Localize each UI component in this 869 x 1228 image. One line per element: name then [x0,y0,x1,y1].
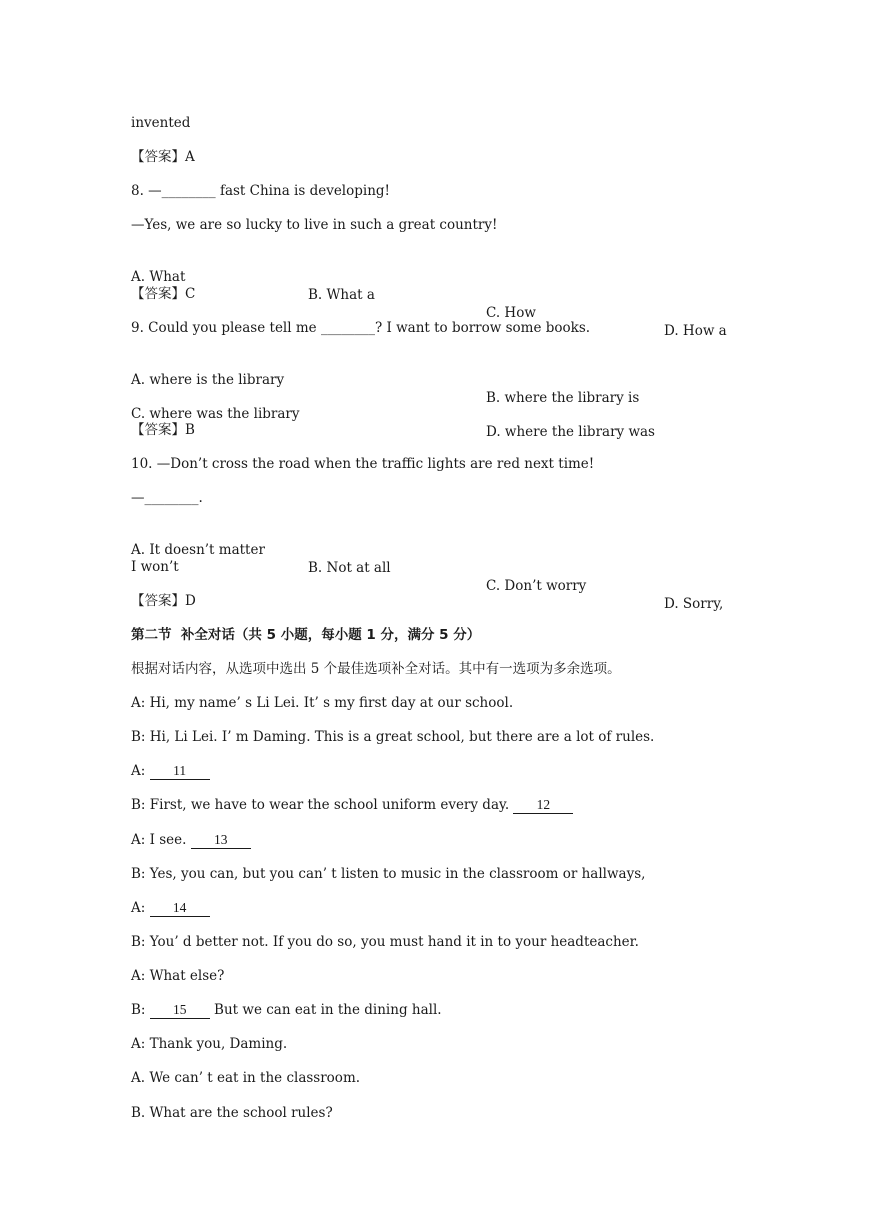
instructions: 根据对话内容，从选项中选出 5 个最佳选项补全对话。其中有一选项为多余选项。 [131,661,621,677]
question-8-reply: —Yes, we are so lucky to live in such a great country! [131,217,498,233]
dialogue-line: B: Yes, you can, but you can’ t listen to music in the classroom or hallways, [131,866,646,882]
option-b: B. Not at all [308,560,391,576]
dialogue-line: A: Hi, my name’ s Li Lei. It’ s my first day at our school. [131,695,514,711]
dialogue-text: B: First, we have to wear the school uniform every day. [131,797,514,813]
speaker-prefix: A: [131,763,150,779]
blank-11: 11 [150,763,210,780]
blank-12: 12 [513,797,573,814]
answer-10: 【答案】D [131,593,196,609]
blank-13: 13 [191,832,251,849]
blank-14: 14 [150,900,210,917]
option-b: B. where the library is [486,390,640,406]
speaker-prefix: B: [131,1002,150,1018]
option-d: D. where the library was [486,424,655,440]
dialogue-text: But we can eat in the dining hall. [209,1002,442,1018]
option-a: A. What [131,269,186,285]
dialogue-line [131,1001,809,1019]
option-b: B. What a [308,287,375,303]
question-10-options [131,523,809,631]
option-d: D. Sorry, [664,596,724,612]
dialogue-line: B: You’ d better not. If you do so, you must hand it in to your headteacher. [131,934,639,950]
section-heading: 第二节 补全对话（共 5 小题，每小题 1 分，满分 5 分） [131,627,481,643]
dialogue-line [131,899,809,917]
question-8: 8. —________ fast China is developing! [131,183,390,199]
question-10: 10. —Don’t cross the road when the traffic lights are red next time! [131,456,595,472]
option-c: C. Don’t worry [486,578,587,594]
choice-option-a: A. We can’ t eat in the classroom. [131,1070,361,1086]
option-c: C. where was the library [131,406,300,422]
dialogue-line [131,762,809,780]
answer-7: 【答案】A [131,149,195,165]
choice-option-b: B. What are the school rules? [131,1105,333,1121]
dialogue-line: B: Hi, Li Lei. I’ m Daming. This is a great school, but there are a lot of rules. [131,729,655,745]
option-d: D. How a [664,323,727,339]
answer-9: 【答案】B [131,422,195,438]
dialogue-line: A: Thank you, Daming. [131,1036,288,1052]
speaker-prefix: A: [131,900,150,916]
blank-15: 15 [150,1002,210,1019]
dialogue-line: A: What else? [131,968,225,984]
question-10-reply: —________. [131,490,203,506]
option-a: A. It doesn’t matter [131,542,265,558]
option-d-continued: I won’t [131,559,179,575]
dialogue-text: A: I see. [131,832,191,848]
answer-8: 【答案】C [131,286,196,302]
option-c: C. How [486,305,536,321]
question-8-options [131,250,809,358]
dialogue-line [131,796,809,814]
text-line: invented [131,115,191,131]
dialogue-line [131,831,809,849]
option-a: A. where is the library [131,372,285,388]
question-9: 9. Could you please tell me ________? I want to borrow some books. [131,320,591,336]
